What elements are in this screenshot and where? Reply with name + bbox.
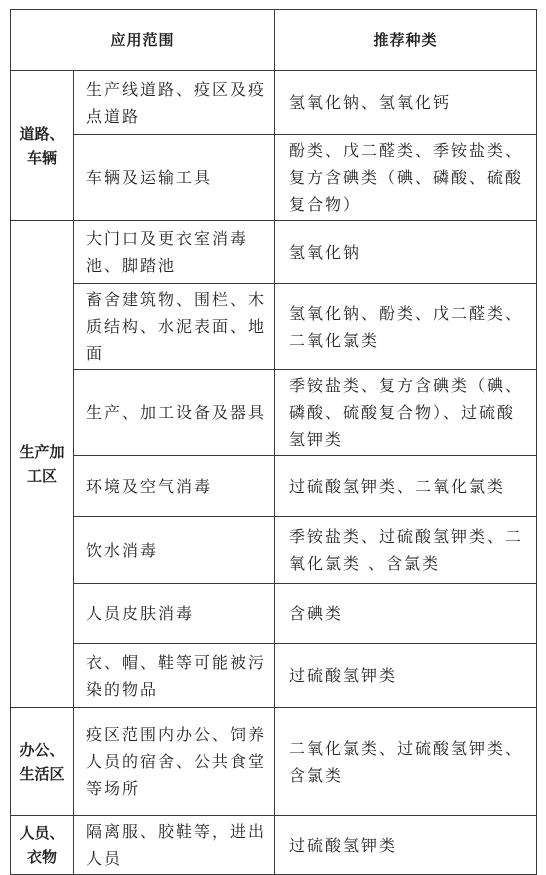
recommended-cell: 二氧化氯类、过硫酸氢钾类、含氯类 [275, 708, 537, 816]
recommended-cell: 季铵盐类、过硫酸氢钾类、二氧化氯类 、含氯类 [275, 517, 537, 584]
scope-cell: 衣、帽、鞋等可能被污染的物品 [74, 644, 275, 708]
category-personnel-clothing: 人员、衣物 [11, 816, 74, 875]
scope-cell: 疫区范围内办公、饲养人员的宿舍、公共食堂等场所 [74, 708, 275, 816]
header-recommended: 推荐种类 [275, 10, 537, 71]
recommended-cell: 含碘类 [275, 584, 537, 644]
table-row [11, 517, 537, 584]
recommended-cell: 氢氧化钠、氢氧化钙 [275, 71, 537, 135]
scope-cell: 饮水消毒 [74, 517, 275, 584]
header-scope: 应用范围 [11, 10, 275, 71]
scope-cell: 车辆及运输工具 [74, 135, 275, 221]
scope-cell: 生产、加工设备及器具 [74, 370, 275, 456]
table-row [11, 370, 537, 456]
header-row [11, 10, 537, 71]
recommended-cell: 季铵盐类、复方含碘类（碘、磷酸、硫酸复合物）、过硫酸氢钾类 [275, 370, 537, 456]
table-row [11, 584, 537, 644]
recommended-cell: 酚类、戊二醛类、季铵盐类、复方含碘类（碘、磷酸、硫酸复合物） [275, 135, 537, 221]
recommended-cell: 过硫酸氢钾类 [275, 816, 537, 875]
recommended-cell: 过硫酸氢钾类 [275, 644, 537, 708]
table-row [11, 644, 537, 708]
category-roads-vehicles: 道路、车辆 [11, 71, 74, 221]
scope-cell: 大门口及更衣室消毒池、脚踏池 [74, 221, 275, 284]
scope-cell: 隔离服、胶鞋等，进出人员 [74, 816, 275, 875]
table-row [11, 708, 537, 816]
scope-cell: 人员皮肤消毒 [74, 584, 275, 644]
scope-cell: 畜舍建筑物、围栏、木质结构、水泥表面、地面 [74, 284, 275, 370]
recommended-cell: 氢氧化钠、酚类、戊二醛类、二氧化氯类 [275, 284, 537, 370]
disinfectant-table [10, 9, 537, 875]
category-production-area: 生产加工区 [11, 221, 74, 708]
table-row [11, 221, 537, 284]
category-office-living-area: 办公、生活区 [11, 708, 74, 816]
recommended-cell: 过硫酸氢钾类、二氧化氯类 [275, 456, 537, 517]
table-row [11, 284, 537, 370]
table-row [11, 71, 537, 135]
recommended-cell: 氢氧化钠 [275, 221, 537, 284]
table-row [11, 816, 537, 875]
scope-cell: 环境及空气消毒 [74, 456, 275, 517]
table-row [11, 456, 537, 517]
table-row [11, 135, 537, 221]
scope-cell: 生产线道路、疫区及疫点道路 [74, 71, 275, 135]
